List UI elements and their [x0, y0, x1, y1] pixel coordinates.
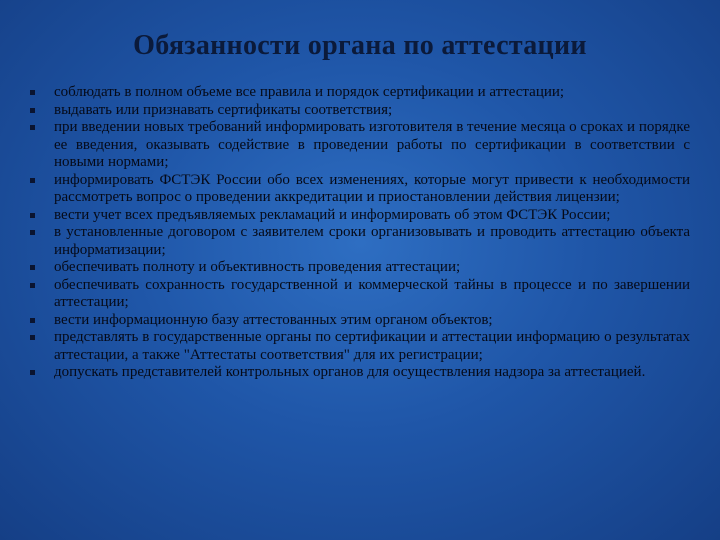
list-item-text: обеспечивать полноту и объективность проведения аттестации; [54, 259, 461, 275]
list-item [26, 172, 690, 207]
list-item [26, 312, 690, 330]
bullet-icon [30, 283, 35, 288]
list-item-text: информировать ФСТЭК России обо всех изменениях, которые могут привести к необходимости рассмотреть вопрос о проведении аккредитации и приостановлении действия лицензии; [54, 171, 690, 205]
list-item [26, 207, 690, 225]
bullet-icon [30, 265, 35, 270]
list-item-text: выдавать или признавать сертификаты соответствия; [54, 101, 393, 118]
list-item [26, 224, 690, 259]
bullet-icon [30, 370, 35, 375]
bullet-icon [30, 318, 35, 323]
list-item-text: представлять в государственные органы по сертификации и аттестации информацию о результатах аттестации, а также "Аттестаты соответствия" для их регистрации; [54, 329, 690, 363]
bullet-icon [30, 108, 35, 113]
list-item [26, 84, 690, 102]
list-item-text: соблюдать в полном объеме все правила и порядок сертификации и аттестации; [54, 84, 565, 100]
list-item [26, 102, 690, 120]
bullet-icon [30, 178, 35, 183]
list-item-text: при введении новых требований информировать изготовителя в течение месяца о сроках и порядке ее введения, оказывать содействие в проведении работы по сертификации в соответствии с новыми нормами; [54, 119, 690, 170]
list-item [26, 277, 690, 312]
slide-title: Обязанности органа по аттестации [133, 30, 587, 61]
bullet-icon [30, 125, 35, 130]
bullet-icon [30, 335, 35, 340]
list-item-text: вести учет всех предъявляемых рекламаций и информировать об этом ФСТЭК России; [54, 206, 611, 223]
list-item-text: допускать представителей контрольных органов для осуществления надзора за аттестацией. [54, 364, 646, 380]
bullet-icon [30, 90, 35, 95]
list-item [26, 119, 690, 172]
list-item-text: обеспечивать сохранность государственной и коммерческой тайны в процессе и по завершении аттестации; [54, 276, 690, 310]
list-item [26, 329, 690, 364]
bullet-icon [30, 230, 35, 235]
list-item-text: вести информационную базу аттестованных этим органом объектов; [54, 311, 493, 328]
bullet-icon [30, 213, 35, 218]
list-item [26, 364, 690, 382]
duties-list [26, 84, 690, 382]
list-item-text: в установленные договором с заявителем сроки организовывать и проводить аттестацию объекта информатизации; [54, 224, 690, 258]
list-item [26, 259, 690, 277]
